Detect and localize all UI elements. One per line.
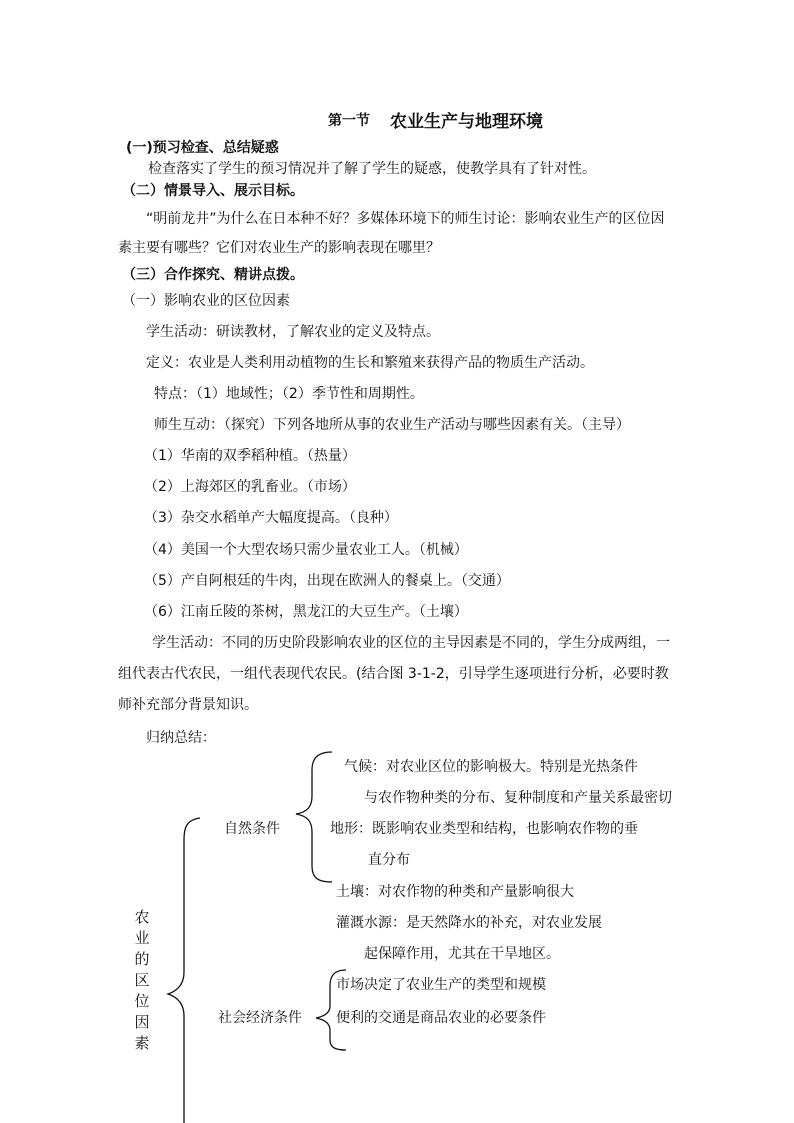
social-line: 便利的交通是商品农业的必要条件	[336, 1010, 546, 1026]
paragraph-scenario-line1: “明前龙井”为什么在日本种不好？多媒体环境下的师生讨论：影响农业生产的区位因	[146, 211, 665, 227]
root-char: 素	[134, 1034, 150, 1052]
summary-label: 归纳总结：	[146, 730, 216, 746]
heading-scenario-intro: （二）情景导入、展示目标。	[122, 183, 304, 199]
root-char: 位	[134, 992, 150, 1010]
subheading-location-factors: （一）影响农业的区位因素	[122, 293, 290, 309]
root-label	[132, 907, 152, 1054]
social-line: 市场决定了农业生产的类型和规模	[336, 977, 546, 993]
list-item: （5）产自阿根廷的牛肉，出现在欧洲人的餐桌上。（交通）	[144, 573, 510, 589]
list-item: （2）上海郊区的乳畜业。（市场）	[144, 479, 356, 495]
section-number: 第一节	[328, 113, 370, 129]
list-item: （6）江南丘陵的茶树，黑龙江的大豆生产。（土壤）	[144, 604, 468, 620]
heading-preview-check: (一)预习检查、总结疑惑	[126, 140, 279, 156]
page-title: 农业生产与地理环境	[390, 112, 543, 132]
paragraph-features: 特点：（1）地域性；（2）季节性和周期性。	[154, 386, 424, 402]
paragraph-interaction: 师生互动：（探究）下列各地所从事的农业生产活动与哪些因素有关。（主导）	[154, 417, 630, 433]
root-char: 的	[134, 950, 150, 968]
natural-line: 与农作物种类的分布、复种制度和产量关系最密切	[364, 790, 672, 806]
list-item: （3）杂交水稻单产大幅度提高。（良种）	[144, 510, 398, 526]
paragraph-student-activity-1: 学生活动：研读教材，了解农业的定义及特点。	[146, 324, 440, 340]
natural-line: 直分布	[368, 852, 410, 868]
heading-cooperative-inquiry: （三）合作探究、精讲点拨。	[122, 267, 304, 283]
list-item: （4）美国一个大型农场只需少量农业工人。（机械）	[144, 542, 468, 558]
paragraph-student-activity-2-line1: 学生活动：不同的历史阶段影响农业的区位的主导因素是不同的，学生分成两组，一	[152, 635, 670, 651]
natural-conditions-label: 自然条件	[224, 821, 280, 837]
paragraph-student-activity-2-line2: 组代表古代农民，一组代表现代农民。(结合图 3-1-2，引导学生逐项进行分析，必要时教	[118, 666, 669, 682]
root-brace	[168, 818, 200, 1123]
root-char: 区	[134, 971, 150, 989]
list-item: （1）华南的双季稻种植。（热量）	[144, 448, 356, 464]
root-char: 业	[134, 929, 150, 947]
paragraph-student-activity-2-line3: 师补充部分背景知识。	[118, 697, 258, 713]
natural-line: 灌溉水源：是天然降水的补充，对农业发展	[336, 915, 602, 931]
root-char: 农	[134, 908, 150, 926]
paragraph-preview-check: 检查落实了学生的预习情况并了解了学生的疑惑，使教学具有了针对性。	[148, 161, 596, 177]
root-char: 因	[134, 1013, 150, 1031]
natural-line: 地形：既影响农业类型和结构，也影响农作物的垂	[330, 821, 638, 837]
natural-line: 起保障作用，尤其在干旱地区。	[364, 946, 560, 962]
natural-brace	[296, 752, 332, 882]
natural-line: 土壤：对农作物的种类和产量影响很大	[336, 884, 574, 900]
paragraph-scenario-line2: 素主要有哪些？它们对农业生产的影响表现在哪里？	[118, 240, 440, 256]
natural-line: 气候：对农业区位的影响极大。特别是光热条件	[344, 759, 638, 775]
paragraph-definition: 定义：农业是人类利用动植物的生长和繁殖来获得产品的物质生产活动。	[146, 355, 594, 371]
social-conditions-label: 社会经济条件	[218, 1010, 302, 1026]
